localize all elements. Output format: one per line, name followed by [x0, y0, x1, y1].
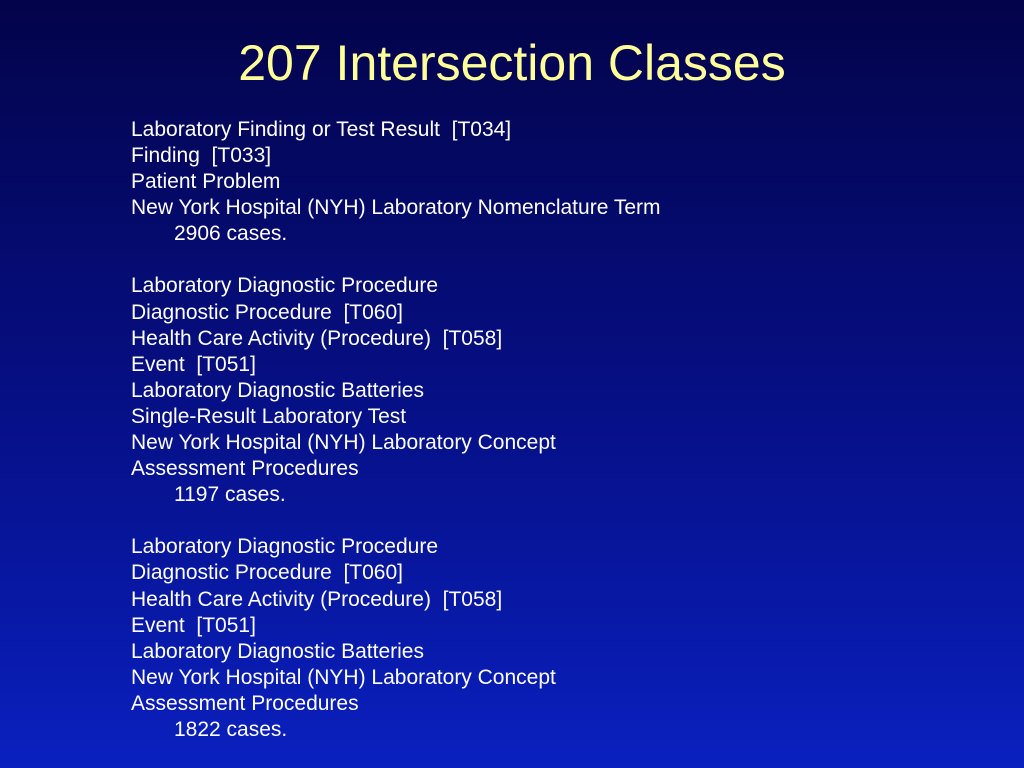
class-line: Single-Result Laboratory Test: [131, 404, 407, 428]
case-count: 1197 cases.: [174, 483, 286, 507]
class-group-1: [131, 117, 661, 247]
class-line: Diagnostic Procedure [T060]: [131, 561, 403, 585]
class-line: Laboratory Finding or Test Result [T034]: [131, 118, 512, 141]
class-group-3: [131, 534, 661, 743]
class-line: Health Care Activity (Procedure) [T058]: [131, 587, 503, 611]
class-line: Laboratory Diagnostic Procedure: [131, 274, 439, 298]
class-line: Patient Problem: [131, 170, 281, 194]
case-count: 2906 cases.: [174, 222, 288, 246]
class-line: Laboratory Diagnostic Procedure: [131, 535, 439, 559]
class-line: Finding [T033]: [131, 144, 272, 168]
slide-content: [131, 117, 661, 768]
class-line: Assessment Procedures: [131, 691, 359, 715]
class-line: Health Care Activity (Procedure) [T058]: [131, 326, 503, 350]
class-line: Laboratory Diagnostic Batteries: [131, 378, 424, 402]
class-line: New York Hospital (NYH) Laboratory Nomenclature Term: [131, 196, 661, 220]
class-line: New York Hospital (NYH) Laboratory Concept: [131, 665, 556, 689]
class-line: New York Hospital (NYH) Laboratory Concept: [131, 431, 556, 455]
class-line: Diagnostic Procedure [T060]: [131, 300, 403, 324]
class-line: Assessment Procedures: [131, 457, 359, 481]
case-count: 1822 cases.: [174, 717, 288, 741]
class-line: Laboratory Diagnostic Batteries: [131, 639, 424, 663]
class-group-2: [131, 273, 661, 508]
class-line: Event [T051]: [131, 613, 256, 637]
slide-title: 207 Intersection Classes: [238, 35, 786, 91]
class-line: Event [T051]: [131, 352, 256, 376]
